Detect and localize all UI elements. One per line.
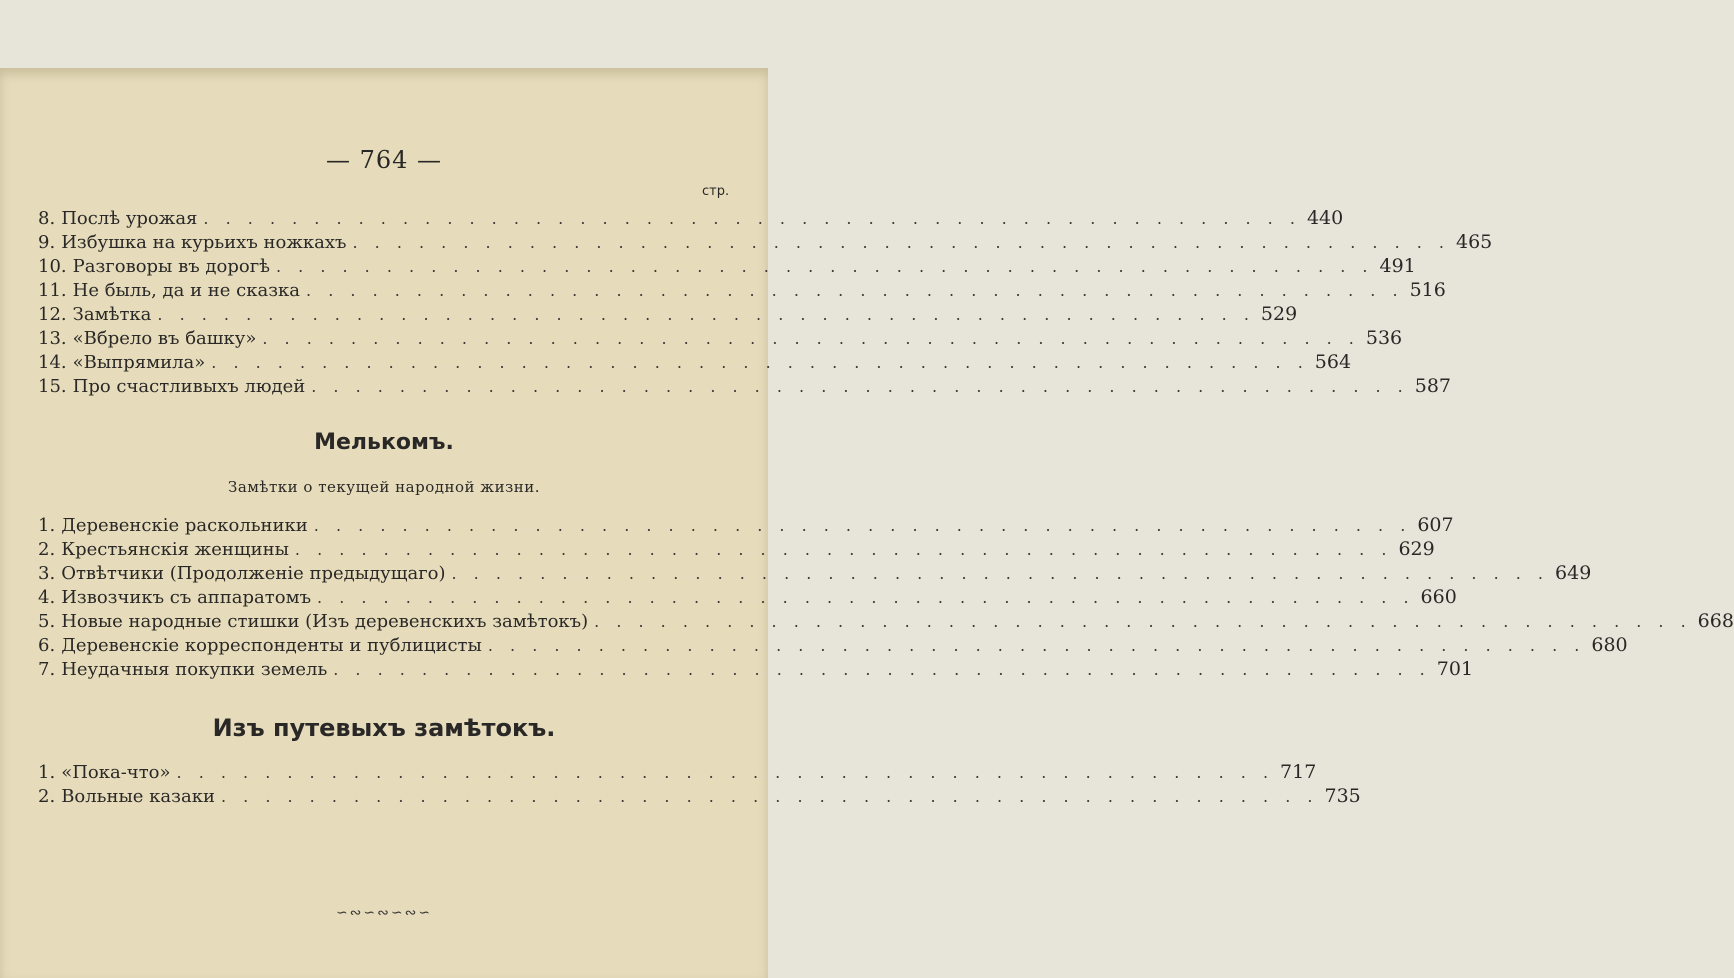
- ornament-divider: ∽∾∽∾∽∾∽: [335, 905, 433, 921]
- entry-page: 680: [1591, 634, 1628, 656]
- toc-entry: [38, 279, 1446, 303]
- entry-title: Избушка на курьихъ ножкахъ: [61, 232, 347, 253]
- dot-leader: . . . . . . . . . . . . . . . . . . . . . . . . . . . . . . . . . . . . . . . . . . . . . . . . . .: [487, 636, 1586, 655]
- toc-entry: [38, 351, 1352, 375]
- entry-title: «Пока-что»: [61, 762, 171, 783]
- dot-leader: . . . . . . . . . . . . . . . . . . . . . . . . . . . . . . . . . . . . . . . . . . . . . . . . . .: [203, 209, 1301, 228]
- toc-entry: [38, 610, 1734, 634]
- entry-number: 4.: [38, 587, 56, 608]
- entry-page: 564: [1314, 351, 1352, 373]
- entry-title: Отвѣтчики (Продолженіе предыдущаго): [61, 563, 446, 584]
- entry-number: 15.: [38, 376, 67, 397]
- toc-entry: [38, 785, 1361, 809]
- toc-entry: [38, 634, 1628, 658]
- entry-title: Послѣ урожая: [61, 208, 198, 229]
- toc-entry: [38, 327, 1403, 351]
- entry-page: 735: [1324, 785, 1361, 807]
- entry-title: Разговоры въ дорогѣ: [72, 256, 270, 277]
- entry-number: 13.: [38, 328, 67, 349]
- dot-leader: . . . . . . . . . . . . . . . . . . . . . . . . . . . . . . . . . . . . . . . . . . . . . . . . . .: [333, 660, 1431, 679]
- dot-leader: . . . . . . . . . . . . . . . . . . . . . . . . . . . . . . . . . . . . . . . . . . . . . . . . . .: [211, 353, 1309, 372]
- dot-leader: . . . . . . . . . . . . . . . . . . . . . . . . . . . . . . . . . . . . . . . . . . . . . . . . . .: [594, 612, 1692, 631]
- toc-entry: [38, 586, 1457, 610]
- entry-number: 1.: [38, 515, 56, 536]
- entry-title: Новые народные стишки (Изъ деревенскихъ замѣтокъ): [61, 611, 589, 632]
- toc-entry: [38, 658, 1474, 682]
- entry-page: 668: [1697, 610, 1734, 632]
- entry-page: 536: [1365, 327, 1403, 349]
- dot-leader: . . . . . . . . . . . . . . . . . . . . . . . . . . . . . . . . . . . . . . . . . . . . . . . . . .: [275, 257, 1374, 276]
- entry-number: 8.: [38, 208, 56, 229]
- entry-title: Деревенскіе корреспонденты и публицисты: [61, 635, 482, 656]
- entry-page: 607: [1417, 514, 1454, 536]
- toc-entry: [38, 207, 1344, 231]
- entry-title: Замѣтка: [72, 304, 152, 325]
- entry-number: 9.: [38, 232, 56, 253]
- entry-title: Деревенскіе раскольники: [61, 515, 308, 536]
- entry-title: Про счастливыхъ людей: [72, 376, 306, 397]
- entry-title: «Вбрело въ башку»: [72, 328, 257, 349]
- entry-page: 491: [1379, 255, 1416, 277]
- entry-page: 660: [1420, 586, 1457, 608]
- entry-number: 10.: [38, 256, 67, 277]
- page-number: — 764 —: [325, 146, 443, 174]
- entry-page: 701: [1436, 658, 1474, 680]
- dot-leader: . . . . . . . . . . . . . . . . . . . . . . . . . . . . . . . . . . . . . . . . . . . . . . . . . .: [294, 540, 1393, 559]
- entry-title: Неудачныя покупки земель: [61, 659, 328, 680]
- entry-number: 3.: [38, 563, 56, 584]
- entry-title: «Выпрямила»: [72, 352, 206, 373]
- page-column-label: стр.: [702, 184, 730, 199]
- entry-page: 629: [1398, 538, 1435, 560]
- toc-entry: [38, 514, 1454, 538]
- section-subheading: Замѣтки о текущей народной жизни.: [227, 478, 541, 496]
- entry-page: 717: [1280, 761, 1317, 783]
- toc-entry: [38, 231, 1493, 255]
- dot-leader: . . . . . . . . . . . . . . . . . . . . . . . . . . . . . . . . . . . . . . . . . . . . . . . . . .: [262, 329, 1360, 348]
- section-heading: Мелькомъ.: [314, 430, 454, 455]
- dot-leader: . . . . . . . . . . . . . . . . . . . . . . . . . . . . . . . . . . . . . . . . . . . . . . . . . .: [451, 564, 1550, 583]
- entry-number: 1.: [38, 762, 56, 783]
- entry-number: 14.: [38, 352, 67, 373]
- entry-number: 2.: [38, 786, 56, 807]
- entry-page: 516: [1409, 279, 1446, 301]
- toc-entry: [38, 303, 1298, 327]
- entry-number: 7.: [38, 659, 56, 680]
- entry-number: 11.: [38, 280, 67, 301]
- entry-page: 649: [1555, 562, 1592, 584]
- dot-leader: . . . . . . . . . . . . . . . . . . . . . . . . . . . . . . . . . . . . . . . . . . . . . . . . . .: [311, 377, 1409, 396]
- dot-leader: . . . . . . . . . . . . . . . . . . . . . . . . . . . . . . . . . . . . . . . . . . . . . . . . . .: [313, 516, 1412, 535]
- entry-page: 529: [1260, 303, 1298, 325]
- dot-leader: . . . . . . . . . . . . . . . . . . . . . . . . . . . . . . . . . . . . . . . . . . . . . . . . . .: [157, 305, 1255, 324]
- entry-page: 465: [1456, 231, 1493, 253]
- toc-entry: [38, 538, 1435, 562]
- dot-leader: . . . . . . . . . . . . . . . . . . . . . . . . . . . . . . . . . . . . . . . . . . . . . . . . . .: [317, 588, 1415, 607]
- entry-title: Извозчикъ съ аппаратомъ: [61, 587, 312, 608]
- entry-page: 587: [1414, 375, 1452, 397]
- entry-page: 440: [1306, 207, 1344, 229]
- entry-number: 6.: [38, 635, 56, 656]
- entry-number: 12.: [38, 304, 67, 325]
- toc-entry: [38, 255, 1416, 279]
- entry-number: 2.: [38, 539, 56, 560]
- dot-leader: . . . . . . . . . . . . . . . . . . . . . . . . . . . . . . . . . . . . . . . . . . . . . . . . . .: [306, 281, 1404, 300]
- dot-leader: . . . . . . . . . . . . . . . . . . . . . . . . . . . . . . . . . . . . . . . . . . . . . . . . . .: [352, 233, 1450, 252]
- dot-leader: . . . . . . . . . . . . . . . . . . . . . . . . . . . . . . . . . . . . . . . . . . . . . . . . . .: [176, 763, 1275, 782]
- entry-title: Не быль, да и не сказка: [72, 280, 301, 301]
- toc-entry: [38, 761, 1317, 785]
- entry-title: Крестьянскія женщины: [61, 539, 289, 560]
- dot-leader: . . . . . . . . . . . . . . . . . . . . . . . . . . . . . . . . . . . . . . . . . . . . . . . . . .: [220, 787, 1319, 806]
- entry-title: Вольные казаки: [61, 786, 215, 807]
- toc-entry: [38, 375, 1452, 399]
- entry-number: 5.: [38, 611, 56, 632]
- toc-entry: [38, 562, 1592, 586]
- section-heading: Изъ путевыхъ замѣтокъ.: [212, 714, 556, 742]
